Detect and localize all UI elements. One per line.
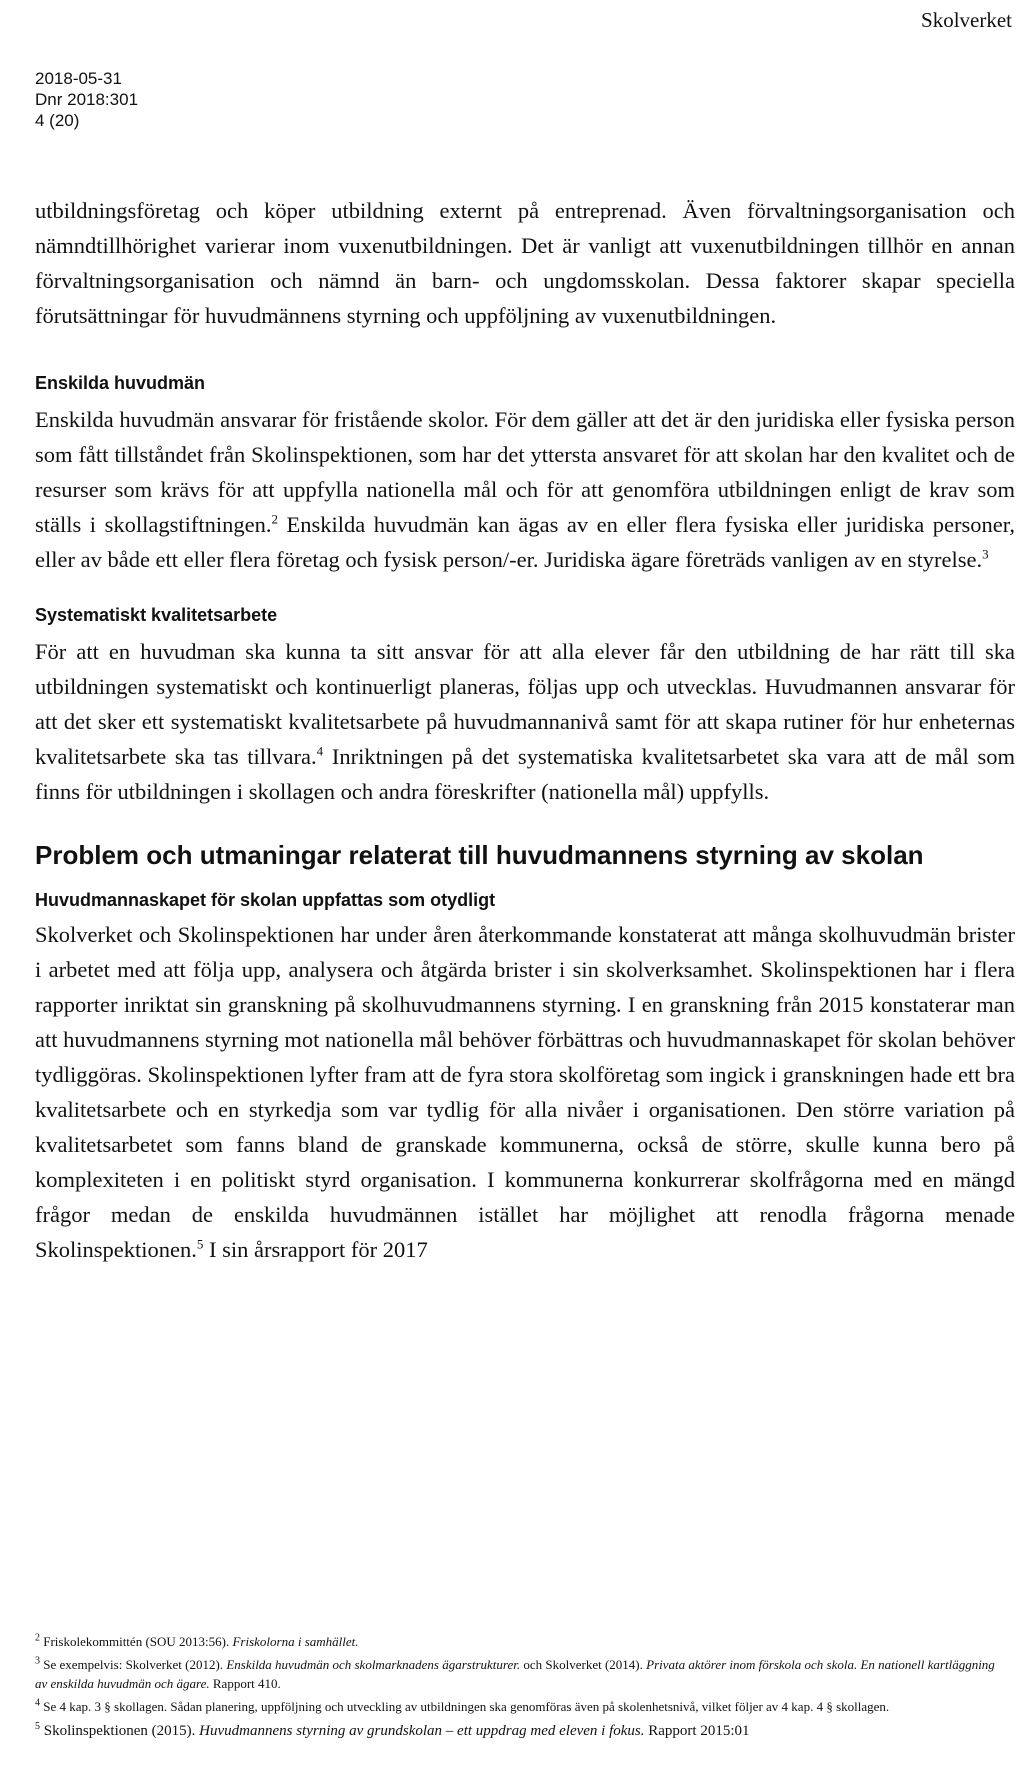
paragraph-text: Skolverket och Skolinspektionen har under åren återkommande konstaterat att många skolhuvudmän brister i arbetet med att följa upp, analysera och åtgärda brister i sin skolverksamhet. Skolinspektionen har i flera rapporter inriktat sin granskning på skolhuvudmannens styrning. I en granskning från 2015 konstaterar man att huvudmannens styrning mot nationella mål behöver förbättras och huvudmannaskapet för skolan behöver tydliggöras. Skolinspektionen lyfter fram att de fyra stora skolföretag som ingick i granskningen hade ett bra kvalitetsarbete och en styrkedja som var tydlig för alla nivåer i organisationen. Den större variation på kvalitetsarbetet som fanns bland de granskade kommunerna, också de större, skulle kunna bero på komplexiteten i en politiskt styrd organisation. I kommunerna konkurrerar skolfrågorna med en mängd frågor medan de enskilda huvudmännen istället har möjlighet att renodla frågorna menade Skolinspektionen.: [35, 922, 1015, 1262]
footnote-text: Se exempelvis: Skolverket (2012).: [40, 1657, 227, 1672]
footnote-ref: 4: [316, 743, 324, 759]
footnote-2: [35, 1632, 1005, 1651]
footnote-5: [35, 1722, 1005, 1741]
footnote-ref: 2: [271, 511, 278, 527]
paragraph-text: I sin årsrapport för 2017: [203, 1237, 428, 1262]
footnote-ref: 3: [982, 546, 989, 562]
footnote-title: Huvudmannens styrning av grundskolan – ett uppdrag med eleven i fokus.: [199, 1723, 645, 1739]
document-meta: [35, 68, 138, 131]
heading-huvudmannaskapet: Huvudmannaskapet för skolan uppfattas som otydligt: [35, 890, 496, 910]
footnote-number: 5: [35, 1721, 40, 1732]
footnote-text: Friskolekommittén (SOU 2013:56).: [40, 1634, 233, 1649]
footnote-number: 2: [35, 1632, 40, 1644]
footnote-ref: 5: [196, 1236, 204, 1252]
footnote-text: och Skolverket (2014).: [520, 1657, 647, 1672]
paragraph-enskilda: [35, 402, 1015, 577]
footnote-text: Rapport 410.: [209, 1676, 281, 1691]
page-number: 4 (20): [35, 111, 80, 130]
heading-enskilda-huvudman: Enskilda huvudmän: [35, 373, 206, 393]
heading-systematiskt-kvalitetsarbete: Systematiskt kvalitetsarbete: [35, 605, 278, 625]
footnote-title: Enskilda huvudmän och skolmarknadens ägarstrukturer.: [226, 1657, 521, 1672]
footnote-number: 4: [35, 1697, 40, 1709]
footnote-3: [35, 1655, 1005, 1693]
footnote-title: Friskolorna i samhället.: [232, 1634, 359, 1649]
heading-problem: Problem och utmaningar relaterat till huvudmannens styrning av skolan: [35, 840, 924, 870]
footnote-text: Se 4 kap. 3 § skollagen. Sådan planering, uppföljning och utveckling av utbildningen ska genomföras även på skolenhetsnivå, vilket följer av 4 kap. 4 § skollagen.: [40, 1699, 890, 1714]
footnote-4: [35, 1697, 1005, 1716]
document-dnr: Dnr 2018:301: [35, 90, 139, 109]
paragraph-text: Inriktningen på det systematiska kvalitetsarbetet ska vara att de mål som finns för utbildningen i skollagen och andra föreskrifter (nationella mål) uppfylls.: [35, 744, 1015, 804]
footnote-number: 3: [35, 1655, 40, 1667]
paragraph-text: Enskilda huvudmän ansvarar för fristående skolor. För dem gäller att det är den juridiska eller fysiska person som fått tillståndet från Skolinspektionen, som har det yttersta ansvaret för att skolan har den kvalitet och de resurser som krävs för att uppfylla nationella mål och för att genomföra utbildningen enligt de krav som ställs i skollagstiftningen.: [35, 407, 1015, 537]
footnotes: [35, 1632, 1005, 1745]
footnote-text: Skolinspektionen (2015).: [40, 1723, 200, 1739]
main-content: [35, 193, 1015, 1267]
paragraph-huvudmannaskapet: [35, 917, 1015, 1267]
paragraph-text: För att en huvudman ska kunna ta sitt ansvar för att alla elever får den utbildning de har rätt till ska utbildningen systematiskt och kontinuerligt planeras, följas upp och utvecklas. Huvudmannen ansvarar för att det sker ett systematiskt kvalitetsarbete på huvudmannanivå samt för att skapa rutiner för hur enheternas kvalitetsarbete ska tas tillvara.: [35, 639, 1015, 769]
footnote-title: Privata aktörer inom förskola och skola. En nationell kartläggning av enskilda huvudmän och ägare.: [35, 1657, 995, 1691]
paragraph-text: Enskilda huvudmän kan ägas av en eller flera fysiska eller juridiska personer, eller av både ett eller flera företag och fysisk person/-er. Juridiska ägare företräds vanligen av en styrelse.: [35, 512, 1016, 572]
paragraph-intro: utbildningsföretag och köper utbildning externt på entreprenad. Även förvaltningsorganisation och nämndtillhörighet varierar inom vuxenutbildningen. Det är vanligt att vuxenutbildningen tillhör en annan förvaltningsorganisation och nämnd än barn- och ungdomsskolan. Dessa faktorer skapar speciella förutsättningar för huvudmännens styrning och uppföljning av vuxenutbildningen.: [35, 198, 1015, 328]
organization-name: Skolverket: [921, 8, 1012, 32]
document-date: 2018-05-31: [35, 69, 122, 88]
paragraph-kvalitetsarbete: [35, 634, 1015, 809]
footnote-text: Rapport 2015:01: [644, 1723, 750, 1739]
